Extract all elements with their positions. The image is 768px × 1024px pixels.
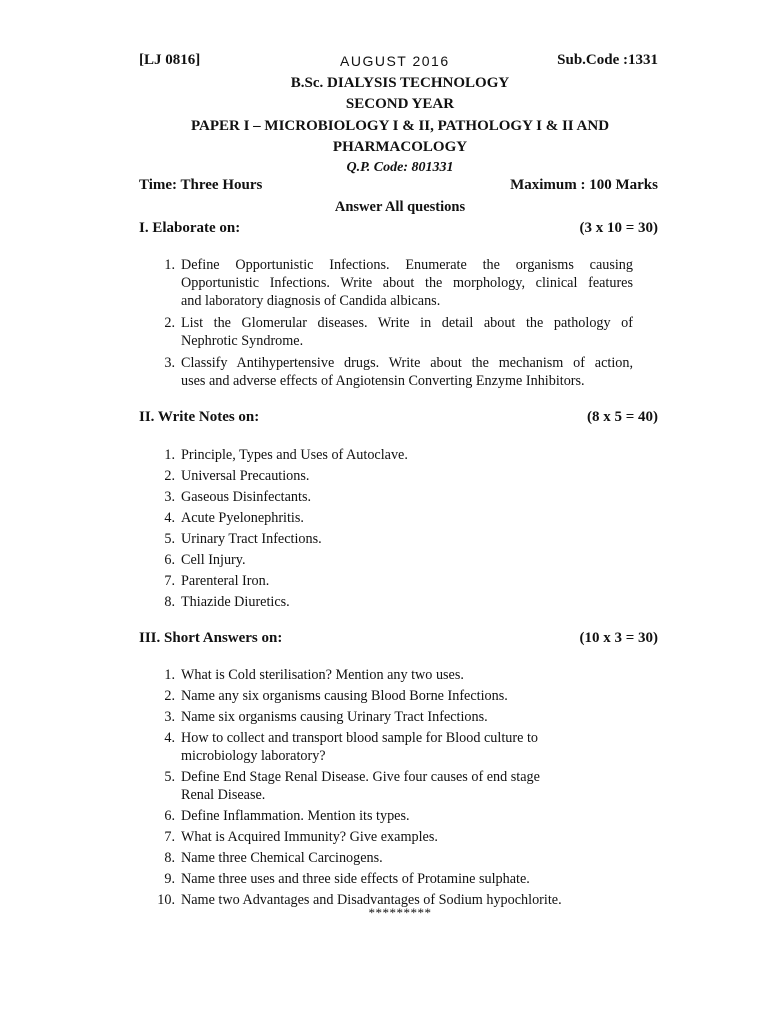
item-line: Renal Disease.	[181, 787, 266, 803]
item-number: 1.	[164, 667, 175, 683]
item-number: 2.	[164, 468, 175, 484]
sub-code: Sub.Code :1331	[557, 52, 658, 68]
item-number: 9.	[164, 871, 175, 887]
section-2-list	[155, 445, 633, 613]
item-number: 6.	[164, 552, 175, 568]
item-line: Define Opportunistic Infections. Enumerate the organisms causing	[181, 257, 633, 273]
list-item	[155, 870, 633, 888]
degree-title: B.Sc. DIALYSIS TECHNOLOGY	[290, 75, 510, 91]
list-item	[155, 807, 633, 825]
item-line: Opportunistic Infections. Write about the morphology, clinical features	[181, 275, 633, 291]
list-item	[155, 466, 633, 487]
item-line: Name three uses and three side effects of Protamine sulphate.	[181, 871, 530, 887]
list-item	[155, 550, 633, 571]
time-allowed: Time: Three Hours	[139, 177, 263, 193]
item-number: 3.	[164, 709, 175, 725]
item-line: Define End Stage Renal Disease. Give four causes of end stage	[181, 769, 540, 785]
item-number: 2.	[164, 688, 175, 704]
item-number: 4.	[164, 730, 175, 746]
item-line: Name two Advantages and Disadvantages of Sodium hypochlorite.	[181, 892, 562, 908]
item-text: Acute Pyelonephritis.	[181, 510, 304, 526]
item-text: Parenteral Iron.	[181, 573, 270, 589]
item-text: Cell Injury.	[181, 552, 246, 568]
item-number: 5.	[164, 531, 175, 547]
item-number: 4.	[164, 510, 175, 526]
exam-month-year: AUGUST 2016	[340, 53, 450, 69]
item-line: Name three Chemical Carcinogens.	[181, 850, 383, 866]
item-line: What is Acquired Immunity? Give examples.	[181, 829, 438, 845]
item-line: Define Inflammation. Mention its types.	[181, 808, 410, 824]
section-2-marks: (8 x 5 = 40)	[586, 409, 658, 425]
item-number: 7.	[164, 573, 175, 589]
item-number: 2.	[164, 315, 175, 331]
list-item	[155, 445, 633, 466]
list-item	[155, 666, 633, 684]
maximum-marks: Maximum : 100 Marks	[510, 177, 658, 193]
list-item	[155, 508, 633, 529]
list-item	[155, 571, 633, 592]
item-line: List the Glomerular diseases. Write in detail about the pathology of	[181, 315, 633, 331]
paper-title-line1: PAPER I – MICROBIOLOGY I & II, PATHOLOGY I & II AND	[190, 118, 610, 134]
end-marker: *********	[368, 905, 432, 920]
list-item	[155, 314, 633, 350]
list-item	[155, 768, 633, 804]
item-number: 1.	[164, 257, 175, 273]
list-item	[155, 729, 633, 765]
item-number: 1.	[164, 447, 175, 463]
list-item	[155, 849, 633, 867]
section-1-title: I. Elaborate on:	[139, 220, 241, 236]
instruction: Answer All questions	[334, 199, 466, 215]
item-text: Gaseous Disinfectants.	[181, 489, 312, 505]
section-1-list	[155, 256, 633, 390]
item-line: Name any six organisms causing Blood Borne Infections.	[181, 688, 508, 704]
item-line: What is Cold sterilisation? Mention any two uses.	[181, 667, 464, 683]
item-number: 3.	[164, 355, 175, 371]
section-3-title: III. Short Answers on:	[139, 630, 283, 646]
item-number: 8.	[164, 850, 175, 866]
list-item	[155, 354, 633, 390]
list-item	[155, 592, 633, 613]
item-line: uses and adverse effects of Angiotensin Converting Enzyme Inhibitors.	[181, 373, 585, 389]
list-item	[155, 708, 633, 726]
item-line: Nephrotic Syndrome.	[181, 333, 304, 349]
item-line: Name six organisms causing Urinary Tract Infections.	[181, 709, 488, 725]
exam-ref: [LJ 0816]	[139, 52, 201, 68]
list-item	[155, 828, 633, 846]
section-1-marks: (3 x 10 = 30)	[579, 220, 658, 236]
paper-title-line2: PHARMACOLOGY	[332, 139, 468, 155]
item-number: 8.	[164, 594, 175, 610]
item-line: Classify Antihypertensive drugs. Write about the mechanism of action,	[181, 355, 633, 371]
item-text: Universal Precautions.	[181, 468, 310, 484]
item-line: microbiology laboratory?	[181, 748, 326, 764]
list-item	[155, 256, 633, 310]
item-text: Principle, Types and Uses of Autoclave.	[181, 447, 408, 463]
list-item	[155, 487, 633, 508]
item-number: 6.	[164, 808, 175, 824]
item-line: and laboratory diagnosis of Candida albicans.	[181, 293, 441, 309]
qp-code: Q.P. Code: 801331	[346, 160, 454, 175]
item-text: Thiazide Diuretics.	[181, 594, 290, 610]
section-3-marks: (10 x 3 = 30)	[579, 630, 658, 646]
list-item	[155, 687, 633, 705]
item-number: 7.	[164, 829, 175, 845]
item-number: 5.	[164, 769, 175, 785]
year-title: SECOND YEAR	[345, 96, 455, 112]
item-number: 10.	[157, 892, 175, 908]
item-text: Urinary Tract Infections.	[181, 531, 322, 547]
section-3-list	[155, 666, 633, 909]
list-item	[155, 529, 633, 550]
item-number: 3.	[164, 489, 175, 505]
item-line: How to collect and transport blood sample for Blood culture to	[181, 730, 538, 746]
section-2-title: II. Write Notes on:	[139, 409, 260, 425]
